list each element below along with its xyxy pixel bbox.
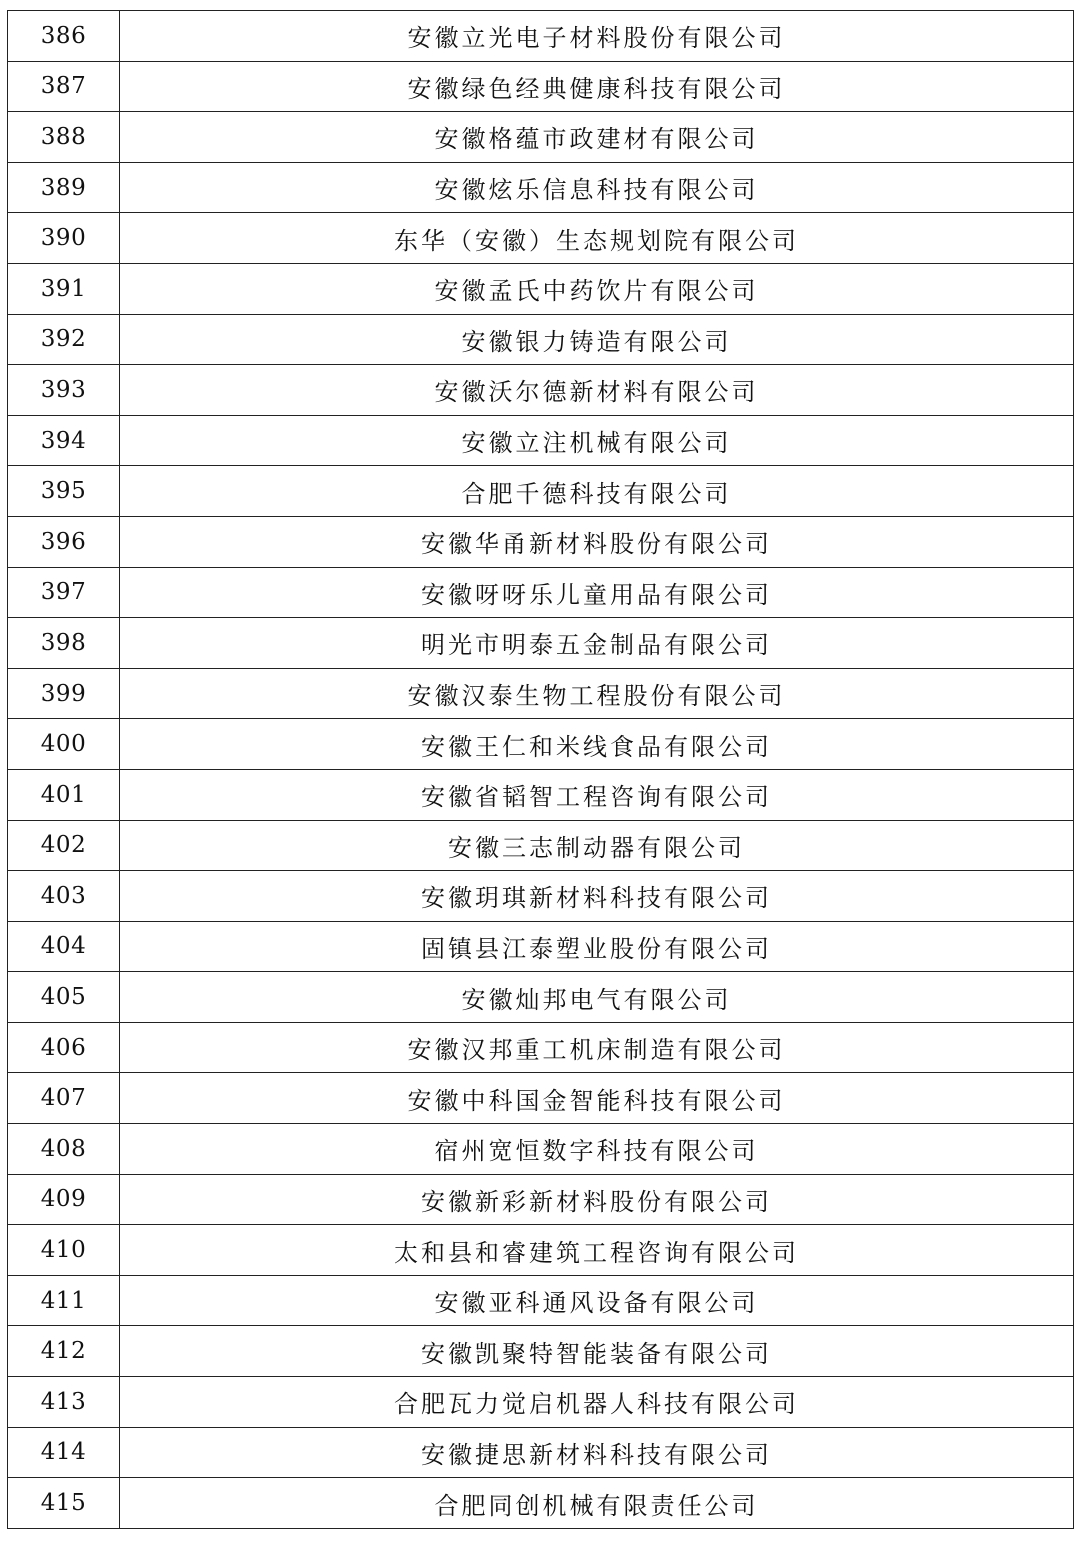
row-number-cell: 392 [8,314,120,365]
company-name-cell: 安徽沃尔德新材料有限公司 [120,365,1074,416]
company-name-cell: 安徽汉邦重工机床制造有限公司 [120,1022,1074,1073]
row-number-cell: 395 [8,466,120,517]
table-row [8,1478,1074,1529]
table-row [8,769,1074,820]
company-name-cell: 东华（安徽）生态规划院有限公司 [120,213,1074,264]
company-name-cell: 太和县和睿建筑工程咨询有限公司 [120,1225,1074,1276]
row-number-cell: 397 [8,567,120,618]
row-number-cell: 410 [8,1225,120,1276]
company-name-cell: 合肥千德科技有限公司 [120,466,1074,517]
row-number-cell: 404 [8,921,120,972]
table-row [8,921,1074,972]
table-row [8,972,1074,1023]
row-number-cell: 406 [8,1022,120,1073]
row-number-cell: 400 [8,719,120,770]
row-number-cell: 411 [8,1275,120,1326]
row-number-cell: 413 [8,1377,120,1428]
table-row [8,112,1074,163]
table-row [8,1073,1074,1124]
table-row [8,1022,1074,1073]
table-row [8,1326,1074,1377]
row-number-cell: 389 [8,162,120,213]
row-number-cell: 408 [8,1124,120,1175]
table-row [8,871,1074,922]
table-row [8,719,1074,770]
company-name-cell: 安徽格蕴市政建材有限公司 [120,112,1074,163]
table-row [8,415,1074,466]
row-number-cell: 403 [8,871,120,922]
row-number-cell: 387 [8,61,120,112]
company-name-cell: 安徽灿邦电气有限公司 [120,972,1074,1023]
row-number-cell: 388 [8,112,120,163]
row-number-cell: 399 [8,668,120,719]
company-name-cell: 安徽孟氏中药饮片有限公司 [120,263,1074,314]
table-row [8,1377,1074,1428]
table-row [8,1427,1074,1478]
row-number-cell: 391 [8,263,120,314]
row-number-cell: 402 [8,820,120,871]
table-row [8,1275,1074,1326]
company-name-cell: 安徽汉泰生物工程股份有限公司 [120,668,1074,719]
table-row [8,820,1074,871]
company-name-cell: 安徽立光电子材料股份有限公司 [120,11,1074,62]
company-name-cell: 安徽三志制动器有限公司 [120,820,1074,871]
row-number-cell: 398 [8,618,120,669]
company-name-cell: 安徽捷思新材料科技有限公司 [120,1427,1074,1478]
table-row [8,1124,1074,1175]
company-name-cell: 安徽华甬新材料股份有限公司 [120,516,1074,567]
row-number-cell: 415 [8,1478,120,1529]
document-page [7,10,1074,1529]
table-row [8,61,1074,112]
row-number-cell: 394 [8,415,120,466]
company-name-cell: 安徽绿色经典健康科技有限公司 [120,61,1074,112]
company-name-cell: 固镇县江泰塑业股份有限公司 [120,921,1074,972]
row-number-cell: 393 [8,365,120,416]
company-name-cell: 安徽亚科通风设备有限公司 [120,1275,1074,1326]
row-number-cell: 401 [8,769,120,820]
row-number-cell: 412 [8,1326,120,1377]
company-name-cell: 安徽立注机械有限公司 [120,415,1074,466]
table-row [8,263,1074,314]
row-number-cell: 414 [8,1427,120,1478]
company-name-cell: 安徽省韬智工程咨询有限公司 [120,769,1074,820]
table-row [8,365,1074,416]
row-number-cell: 405 [8,972,120,1023]
table-row [8,668,1074,719]
row-number-cell: 396 [8,516,120,567]
company-name-cell: 明光市明泰五金制品有限公司 [120,618,1074,669]
company-list-table [7,10,1074,1529]
company-name-cell: 合肥瓦力觉启机器人科技有限公司 [120,1377,1074,1428]
company-name-cell: 安徽中科国金智能科技有限公司 [120,1073,1074,1124]
table-row [8,466,1074,517]
table-row [8,162,1074,213]
company-name-cell: 合肥同创机械有限责任公司 [120,1478,1074,1529]
company-name-cell: 安徽新彩新材料股份有限公司 [120,1174,1074,1225]
table-row [8,11,1074,62]
table-row [8,314,1074,365]
table-row [8,1225,1074,1276]
row-number-cell: 386 [8,11,120,62]
row-number-cell: 407 [8,1073,120,1124]
company-name-cell: 安徽呀呀乐儿童用品有限公司 [120,567,1074,618]
company-name-cell: 安徽炫乐信息科技有限公司 [120,162,1074,213]
table-row [8,213,1074,264]
company-name-cell: 安徽凯聚特智能装备有限公司 [120,1326,1074,1377]
company-name-cell: 安徽王仁和米线食品有限公司 [120,719,1074,770]
row-number-cell: 390 [8,213,120,264]
company-name-cell: 宿州宽恒数字科技有限公司 [120,1124,1074,1175]
table-row [8,567,1074,618]
table-row [8,1174,1074,1225]
row-number-cell: 409 [8,1174,120,1225]
company-name-cell: 安徽银力铸造有限公司 [120,314,1074,365]
table-row [8,516,1074,567]
company-name-cell: 安徽玥琪新材料科技有限公司 [120,871,1074,922]
table-row [8,618,1074,669]
company-list-body [8,11,1074,1529]
